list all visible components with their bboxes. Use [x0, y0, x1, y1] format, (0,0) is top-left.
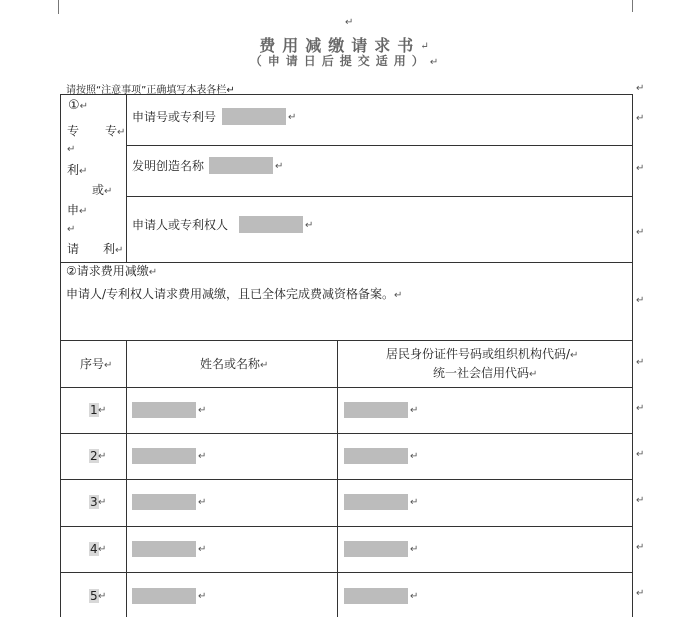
paragraph-mark: ↵ [410, 497, 419, 508]
row-end-mark: ↵ [636, 495, 645, 506]
paragraph-mark: ↵ [98, 405, 107, 416]
row-end-mark: ↵ [636, 357, 645, 368]
applicant-label: 申请人或专利权人 [132, 218, 229, 232]
fill-instruction: 请按照“注意事项”正确填写本表各栏↵ [66, 85, 235, 96]
row-index: 5 [90, 589, 98, 603]
side-char: 申↵ [67, 203, 88, 217]
header-id-line1: 居民身份证件号码或组织机构代码/↵ [386, 347, 579, 361]
row-index: 4 [90, 542, 98, 556]
applicant-value[interactable] [239, 216, 303, 233]
row-index: 3 [90, 495, 98, 509]
row-id-value[interactable] [344, 588, 408, 604]
margin-corner-top-left [58, 0, 59, 14]
row-name-value[interactable] [132, 588, 196, 604]
row-index: 1 [90, 403, 98, 417]
paragraph-mark: ↵ [198, 544, 207, 555]
header-name: 姓名或名称↵ [200, 357, 269, 371]
row-index: 2 [90, 449, 98, 463]
row-end-mark: ↵ [636, 113, 645, 124]
paragraph-mark: ↵ [67, 224, 76, 235]
invention-name-value[interactable] [209, 157, 273, 174]
row-end-mark: ↵ [636, 83, 645, 94]
side-char: 利↵ [67, 163, 88, 177]
side-char: 请 [67, 242, 80, 256]
row-end-mark: ↵ [636, 163, 645, 174]
document-subtitle: （申请日后提交适用）↵ [249, 54, 439, 68]
row-end-mark: ↵ [636, 588, 645, 599]
row-name-value[interactable] [132, 494, 196, 510]
paragraph-mark: ↵ [98, 544, 107, 555]
paragraph-mark: ↵ [198, 451, 207, 462]
side-char: 专↵ [105, 124, 126, 138]
row-name-value[interactable] [132, 541, 196, 557]
section1-number: ①↵ [68, 98, 89, 113]
side-char: 专 [67, 124, 80, 138]
paragraph-mark: ↵ [345, 17, 354, 28]
paragraph-mark: ↵ [275, 161, 284, 172]
paragraph-mark: ↵ [198, 497, 207, 508]
paragraph-mark: ↵ [98, 497, 107, 508]
row-id-value[interactable] [344, 541, 408, 557]
row-name-value[interactable] [132, 448, 196, 464]
margin-corner-top-right [632, 0, 633, 12]
row-end-mark: ↵ [636, 403, 645, 414]
side-char: 或↵ [92, 183, 113, 197]
paragraph-mark: ↵ [410, 544, 419, 555]
section2-title: ②请求费用减缴↵ [66, 264, 158, 278]
paragraph-mark: ↵ [198, 591, 207, 602]
side-char: 利↵ [103, 242, 124, 256]
paragraph-mark: ↵ [410, 591, 419, 602]
row-end-mark: ↵ [636, 227, 645, 238]
paragraph-mark: ↵ [98, 591, 107, 602]
paragraph-mark: ↵ [288, 112, 297, 123]
section2-statement: 申请人/专利权人请求费用减缴，且已全体完成费减资格备案。↵ [66, 287, 403, 301]
paragraph-mark: ↵ [198, 405, 207, 416]
header-index: 序号↵ [80, 357, 113, 371]
document-title: 费用减缴请求书↵ [259, 36, 429, 55]
paragraph-mark: ↵ [67, 144, 76, 155]
header-id-line2: 统一社会信用代码↵ [433, 366, 538, 380]
paragraph-mark: ↵ [410, 405, 419, 416]
row-name-value[interactable] [132, 402, 196, 418]
row-id-value[interactable] [344, 494, 408, 510]
paragraph-mark: ↵ [410, 451, 419, 462]
paragraph-mark: ↵ [98, 451, 107, 462]
row-end-mark: ↵ [636, 542, 645, 553]
row-end-mark: ↵ [636, 449, 645, 460]
application-number-value[interactable] [222, 108, 286, 125]
application-number-label: 申请号或专利号 [132, 110, 217, 124]
row-id-value[interactable] [344, 448, 408, 464]
invention-name-label: 发明创造名称 [132, 159, 205, 173]
row-id-value[interactable] [344, 402, 408, 418]
row-end-mark: ↵ [636, 295, 645, 306]
paragraph-mark: ↵ [305, 220, 314, 231]
